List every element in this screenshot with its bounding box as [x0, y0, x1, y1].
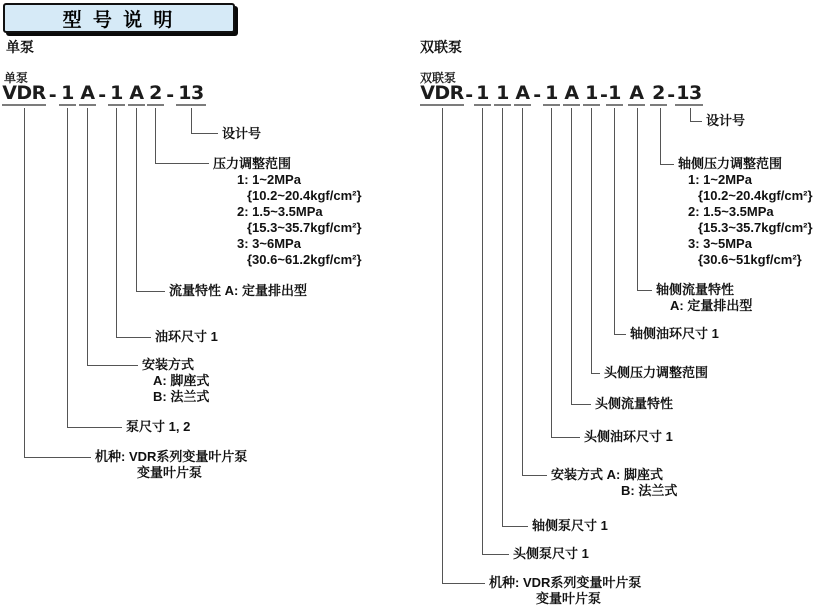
- connector-horizontal-line: [522, 475, 547, 476]
- model-code-segment: -: [533, 84, 541, 106]
- callout-label-line: 安装方式 A: 脚座式: [551, 467, 663, 482]
- connector-vertical-line: [591, 108, 592, 374]
- double-callout-3: [630, 326, 719, 342]
- connector-horizontal-line: [660, 164, 674, 165]
- double-callout-2: [656, 282, 752, 314]
- callout-label-line: A: 定量排出型: [670, 298, 753, 313]
- callout-label-line: 流量特性 A: 定量排出型: [169, 283, 307, 298]
- model-code-segment: 1: [474, 82, 491, 106]
- double-callout-0: [706, 113, 745, 129]
- model-code-segment: 2: [650, 82, 667, 106]
- callout-label-line: B: 法兰式: [153, 389, 210, 404]
- model-code-segment: 1: [583, 82, 600, 106]
- connector-horizontal-line: [690, 121, 702, 122]
- connector-vertical-line: [637, 108, 638, 291]
- connector-horizontal-line: [502, 526, 528, 527]
- callout-label-line: 头侧油环尺寸 1: [584, 429, 673, 444]
- double-pump-section-header: 双联泵: [420, 39, 462, 55]
- callout-label-line: {30.6~51kgf/cm²}: [698, 252, 802, 267]
- double-pump-code-label: 双联泵: [420, 71, 457, 85]
- callout-label-line: 油环尺寸 1: [155, 329, 218, 344]
- page-title: 型 号 说 明: [62, 9, 176, 31]
- callout-label-line: 轴侧压力调整范围: [678, 156, 783, 171]
- model-code-segment: VDR: [2, 82, 46, 104]
- connector-vertical-line: [690, 108, 691, 122]
- callout-label-line: {30.6~61.2kgf/cm²}: [247, 252, 362, 267]
- model-code-segment: -: [98, 84, 106, 106]
- callout-label-line: 头侧泵尺寸 1: [513, 546, 589, 561]
- callout-label-line: 泵尺寸 1, 2: [126, 419, 191, 434]
- callout-label-line: 轴侧油环尺寸 1: [630, 326, 719, 341]
- double-callout-6: [584, 429, 673, 445]
- model-code-segment: A: [80, 82, 95, 104]
- callout-label-line: 2: 1.5~3.5MPa: [688, 204, 774, 219]
- callout-label-line: 机种: VDR系列变量叶片泵: [95, 449, 248, 464]
- connector-horizontal-line: [482, 554, 509, 555]
- callout-label-line: 头侧流量特性: [595, 396, 674, 411]
- double-callout-7: [551, 467, 677, 499]
- double-model-code: [420, 84, 703, 106]
- connector-vertical-line: [442, 108, 443, 584]
- model-code-segment: 1: [543, 82, 560, 106]
- model-code-segment: -: [600, 84, 608, 106]
- model-code-segment: A: [515, 82, 530, 104]
- connector-horizontal-line: [637, 290, 652, 291]
- double-callout-5: [595, 396, 673, 412]
- model-code-segment: -: [48, 84, 57, 106]
- model-code-segment: 1: [108, 82, 125, 106]
- callout-label-line: {10.2~20.4kgf/cm²}: [247, 188, 362, 203]
- callout-label-line: 1: 1~2MPa: [688, 172, 752, 187]
- model-code-segment: VDR: [420, 82, 464, 104]
- model-code-segment: 2: [147, 82, 164, 106]
- callout-label-line: {15.3~35.7kgf/cm²}: [698, 220, 813, 235]
- double-callout-8: [532, 518, 608, 534]
- connector-vertical-line: [571, 108, 572, 405]
- single-pump-section-header: 单泵: [6, 39, 34, 55]
- callout-label-line: 1: 1~2MPa: [237, 172, 301, 187]
- callout-label-line: B: 法兰式: [621, 483, 678, 498]
- callout-label-line: 轴侧流量特性: [656, 282, 735, 297]
- connector-horizontal-line: [591, 373, 600, 374]
- connector-horizontal-line: [571, 404, 591, 405]
- callout-label-line: 头侧压力调整范围: [604, 365, 709, 380]
- model-code-segment: 13: [676, 82, 702, 104]
- model-code-segment: -: [465, 84, 473, 106]
- callout-label-line: A: 脚座式: [153, 373, 210, 388]
- double-callout-10: [489, 575, 641, 607]
- double-callout-9: [513, 546, 589, 562]
- model-code-segment: -: [166, 84, 174, 106]
- connector-horizontal-line: [614, 334, 626, 335]
- callout-label-line: 设计号: [222, 126, 262, 141]
- callout-label-line: 变量叶片泵: [137, 465, 203, 480]
- callout-label-line: {15.3~35.7kgf/cm²}: [247, 220, 362, 235]
- callout-label-line: 压力调整范围: [213, 156, 292, 171]
- callout-label-line: 设计号: [706, 113, 746, 128]
- callout-label-line: 3: 3~5MPa: [688, 236, 752, 251]
- double-callout-1: [678, 156, 813, 268]
- model-code-segment: 1: [606, 82, 623, 106]
- connector-vertical-line: [482, 108, 483, 555]
- callout-label-line: 轴侧泵尺寸 1: [532, 518, 608, 533]
- double-callout-4: [604, 365, 708, 381]
- callout-label-line: 3: 3~6MPa: [237, 236, 301, 251]
- model-code-segment: -: [667, 84, 675, 106]
- model-code-segment: A: [629, 82, 644, 104]
- connector-horizontal-line: [551, 437, 580, 438]
- connector-vertical-line: [502, 108, 503, 527]
- model-code-segment: 13: [176, 82, 206, 106]
- callout-label-line: 机种: VDR系列变量叶片泵: [489, 575, 642, 590]
- connector-vertical-line: [660, 108, 661, 165]
- callout-label-line: 变量叶片泵: [536, 591, 602, 606]
- connector-vertical-line: [522, 108, 523, 476]
- callout-label-line: {10.2~20.4kgf/cm²}: [698, 188, 813, 203]
- connector-vertical-line: [614, 108, 615, 335]
- model-code-segment: A: [564, 82, 579, 104]
- model-code-segment: 1: [494, 82, 511, 106]
- connector-vertical-line: [551, 108, 552, 438]
- model-code-segment: 1: [59, 82, 76, 106]
- single-pump-code-label: 单泵: [4, 71, 29, 85]
- callout-label-line: 安装方式: [142, 357, 195, 372]
- connector-horizontal-line: [442, 583, 485, 584]
- callout-label-line: 2: 1.5~3.5MPa: [237, 204, 323, 219]
- model-code-segment: A: [129, 82, 144, 104]
